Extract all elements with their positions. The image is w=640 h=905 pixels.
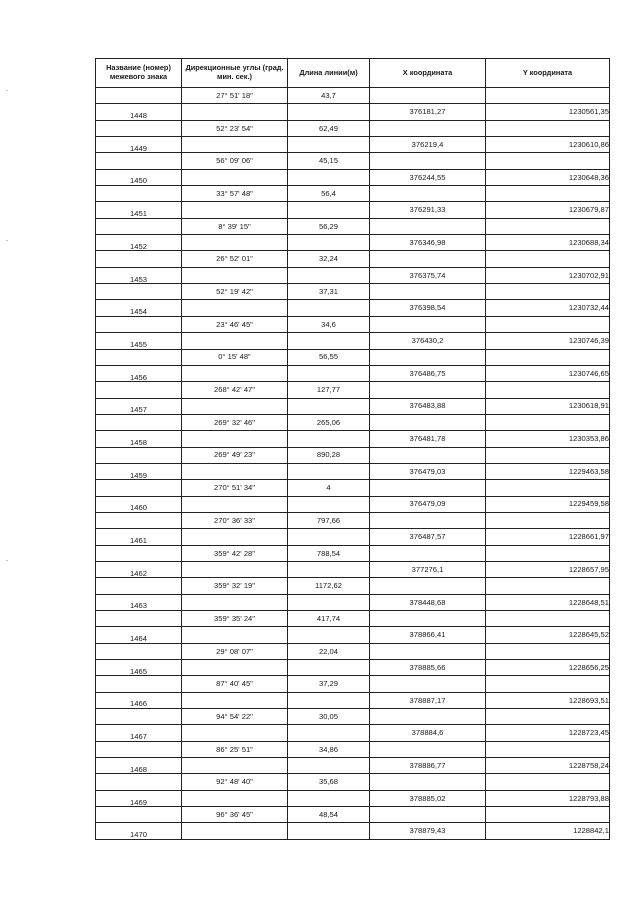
segment-angle: 92° 48' 40" bbox=[182, 774, 288, 790]
segment-length: 37,29 bbox=[288, 676, 370, 692]
segment-length: 4 bbox=[288, 480, 370, 496]
table-row bbox=[96, 758, 610, 774]
table-row bbox=[96, 88, 610, 104]
point-y: 1228648,51 bbox=[486, 594, 610, 610]
table-row bbox=[96, 251, 610, 267]
point-y: 1230618,91 bbox=[486, 398, 610, 414]
segment-angle: 8° 39' 15" bbox=[182, 218, 288, 234]
header-x: X координата bbox=[370, 59, 486, 88]
point-name: 1467 bbox=[96, 725, 182, 741]
point-y: 1230702,91 bbox=[486, 267, 610, 283]
table-row bbox=[96, 463, 610, 479]
table-row bbox=[96, 316, 610, 332]
point-x: 376483,88 bbox=[370, 398, 486, 414]
table-row bbox=[96, 692, 610, 708]
point-name: 1462 bbox=[96, 561, 182, 577]
point-x: 376219,4 bbox=[370, 137, 486, 153]
point-name: 1466 bbox=[96, 692, 182, 708]
segment-angle: 96° 36' 45" bbox=[182, 807, 288, 823]
point-name: 1458 bbox=[96, 431, 182, 447]
point-x: 378885,02 bbox=[370, 790, 486, 806]
point-y: 1230679,87 bbox=[486, 202, 610, 218]
table-row bbox=[96, 186, 610, 202]
point-y: 1228661,97 bbox=[486, 529, 610, 545]
table-row bbox=[96, 431, 610, 447]
point-x: 376487,57 bbox=[370, 529, 486, 545]
segment-length: 30,05 bbox=[288, 709, 370, 725]
point-x: 376479,03 bbox=[370, 463, 486, 479]
segment-length: 417,74 bbox=[288, 611, 370, 627]
point-name: 1454 bbox=[96, 300, 182, 316]
segment-angle: 359° 42' 28" bbox=[182, 545, 288, 561]
point-y: 1228657,95 bbox=[486, 561, 610, 577]
scan-edge-mark bbox=[6, 90, 8, 91]
segment-length: 37,31 bbox=[288, 284, 370, 300]
point-x: 376181,27 bbox=[370, 104, 486, 120]
table-row bbox=[96, 235, 610, 251]
point-y: 1228758,24 bbox=[486, 758, 610, 774]
point-name: 1456 bbox=[96, 365, 182, 381]
point-x: 376291,33 bbox=[370, 202, 486, 218]
segment-length: 32,24 bbox=[288, 251, 370, 267]
table-row bbox=[96, 365, 610, 381]
scan-edge-mark bbox=[6, 560, 8, 561]
segment-angle: 33° 57' 48" bbox=[182, 186, 288, 202]
segment-length: 62,49 bbox=[288, 120, 370, 136]
table-row bbox=[96, 774, 610, 790]
table-row bbox=[96, 202, 610, 218]
point-x: 378879,43 bbox=[370, 823, 486, 839]
segment-length: 43,7 bbox=[288, 88, 370, 104]
segment-angle: 29° 08' 07" bbox=[182, 643, 288, 659]
segment-angle: 87° 40' 45" bbox=[182, 676, 288, 692]
segment-angle: 56° 09' 06" bbox=[182, 153, 288, 169]
point-y: 1230561,35 bbox=[486, 104, 610, 120]
table-body bbox=[96, 88, 610, 840]
point-x: 376346,98 bbox=[370, 235, 486, 251]
point-name: 1470 bbox=[96, 823, 182, 839]
table-row bbox=[96, 267, 610, 283]
header-name: Название (номер) межевого знака bbox=[96, 59, 182, 88]
point-name: 1450 bbox=[96, 169, 182, 185]
segment-length: 48,54 bbox=[288, 807, 370, 823]
table-row bbox=[96, 627, 610, 643]
segment-length: 56,29 bbox=[288, 218, 370, 234]
point-y: 1230688,34 bbox=[486, 235, 610, 251]
point-y: 1228723,45 bbox=[486, 725, 610, 741]
point-y: 1230732,44 bbox=[486, 300, 610, 316]
point-y: 1230610,86 bbox=[486, 137, 610, 153]
point-y: 1228693,51 bbox=[486, 692, 610, 708]
segment-length: 34,86 bbox=[288, 741, 370, 757]
header-y: Y координата bbox=[486, 59, 610, 88]
table-row bbox=[96, 594, 610, 610]
segment-length: 890,28 bbox=[288, 447, 370, 463]
point-name: 1464 bbox=[96, 627, 182, 643]
table-row bbox=[96, 284, 610, 300]
table-row bbox=[96, 218, 610, 234]
point-y: 1229463,58 bbox=[486, 463, 610, 479]
table-row bbox=[96, 561, 610, 577]
header-length: Длина линии(м) bbox=[288, 59, 370, 88]
table-header-row bbox=[96, 59, 610, 88]
point-name: 1452 bbox=[96, 235, 182, 251]
point-name: 1448 bbox=[96, 104, 182, 120]
segment-angle: 270° 36' 33" bbox=[182, 512, 288, 528]
point-name: 1459 bbox=[96, 463, 182, 479]
table-row bbox=[96, 807, 610, 823]
point-name: 1461 bbox=[96, 529, 182, 545]
table-row bbox=[96, 512, 610, 528]
table-row bbox=[96, 676, 610, 692]
point-y: 1228842,1 bbox=[486, 823, 610, 839]
table-row bbox=[96, 790, 610, 806]
table-row bbox=[96, 709, 610, 725]
segment-length: 34,6 bbox=[288, 316, 370, 332]
boundary-coordinates-table bbox=[95, 58, 610, 840]
table-row bbox=[96, 104, 610, 120]
point-y: 1230746,39 bbox=[486, 333, 610, 349]
point-y: 1230746,65 bbox=[486, 365, 610, 381]
point-name: 1465 bbox=[96, 660, 182, 676]
segment-length: 35,68 bbox=[288, 774, 370, 790]
point-y: 1230353,86 bbox=[486, 431, 610, 447]
point-x: 376430,2 bbox=[370, 333, 486, 349]
segment-angle: 23° 46' 45" bbox=[182, 316, 288, 332]
point-y: 1228656,25 bbox=[486, 660, 610, 676]
point-name: 1463 bbox=[96, 594, 182, 610]
table-row bbox=[96, 137, 610, 153]
table-row bbox=[96, 120, 610, 136]
point-x: 378884,6 bbox=[370, 725, 486, 741]
header-angle: Дирекционные углы (град. мин. сек.) bbox=[182, 59, 288, 88]
point-y: 1228645,52 bbox=[486, 627, 610, 643]
point-x: 377276,1 bbox=[370, 561, 486, 577]
segment-angle: 359° 35' 24" bbox=[182, 611, 288, 627]
segment-angle: 52° 23' 54" bbox=[182, 120, 288, 136]
segment-length: 56,55 bbox=[288, 349, 370, 365]
point-name: 1455 bbox=[96, 333, 182, 349]
table-row bbox=[96, 398, 610, 414]
table-row bbox=[96, 660, 610, 676]
table-row bbox=[96, 382, 610, 398]
point-name: 1449 bbox=[96, 137, 182, 153]
point-name: 1460 bbox=[96, 496, 182, 512]
point-name: 1451 bbox=[96, 202, 182, 218]
table-row bbox=[96, 414, 610, 430]
segment-length: 788,54 bbox=[288, 545, 370, 561]
point-x: 376375,74 bbox=[370, 267, 486, 283]
point-x: 378885,66 bbox=[370, 660, 486, 676]
table-row bbox=[96, 529, 610, 545]
segment-length: 1172,62 bbox=[288, 578, 370, 594]
segment-angle: 270° 51' 34" bbox=[182, 480, 288, 496]
table-row bbox=[96, 741, 610, 757]
point-x: 378887,17 bbox=[370, 692, 486, 708]
table-row bbox=[96, 153, 610, 169]
segment-angle: 269° 32' 46" bbox=[182, 414, 288, 430]
point-name: 1469 bbox=[96, 790, 182, 806]
point-y: 1229459,58 bbox=[486, 496, 610, 512]
table-row bbox=[96, 300, 610, 316]
segment-angle: 94° 54' 22" bbox=[182, 709, 288, 725]
segment-angle: 52° 19' 42" bbox=[182, 284, 288, 300]
table-row bbox=[96, 447, 610, 463]
table-row bbox=[96, 643, 610, 659]
table-row bbox=[96, 349, 610, 365]
segment-angle: 269° 49' 23" bbox=[182, 447, 288, 463]
table-row bbox=[96, 578, 610, 594]
point-x: 376244,55 bbox=[370, 169, 486, 185]
segment-length: 56,4 bbox=[288, 186, 370, 202]
point-x: 376479,09 bbox=[370, 496, 486, 512]
point-x: 378866,41 bbox=[370, 627, 486, 643]
point-x: 376398,54 bbox=[370, 300, 486, 316]
segment-length: 797,66 bbox=[288, 512, 370, 528]
table-row bbox=[96, 823, 610, 839]
point-y: 1228793,88 bbox=[486, 790, 610, 806]
point-y: 1230648,36 bbox=[486, 169, 610, 185]
segment-angle: 268° 42' 47" bbox=[182, 382, 288, 398]
segment-angle: 26° 52' 01" bbox=[182, 251, 288, 267]
point-x: 378448,68 bbox=[370, 594, 486, 610]
segment-angle: 27° 51' 18" bbox=[182, 88, 288, 104]
table-row bbox=[96, 496, 610, 512]
segment-length: 265,06 bbox=[288, 414, 370, 430]
segment-length: 45,15 bbox=[288, 153, 370, 169]
point-x: 376486,75 bbox=[370, 365, 486, 381]
segment-angle: 359° 32' 19" bbox=[182, 578, 288, 594]
point-x: 376481,78 bbox=[370, 431, 486, 447]
table-row bbox=[96, 333, 610, 349]
segment-length: 127,77 bbox=[288, 382, 370, 398]
table-row bbox=[96, 725, 610, 741]
table-row bbox=[96, 545, 610, 561]
table-row bbox=[96, 169, 610, 185]
point-name: 1468 bbox=[96, 758, 182, 774]
table-row bbox=[96, 480, 610, 496]
segment-angle: 86° 25' 51" bbox=[182, 741, 288, 757]
scan-edge-mark bbox=[6, 240, 8, 241]
table-row bbox=[96, 611, 610, 627]
point-x: 378886,77 bbox=[370, 758, 486, 774]
segment-length: 22,04 bbox=[288, 643, 370, 659]
segment-angle: 0° 15' 48" bbox=[182, 349, 288, 365]
point-name: 1457 bbox=[96, 398, 182, 414]
point-name: 1453 bbox=[96, 267, 182, 283]
